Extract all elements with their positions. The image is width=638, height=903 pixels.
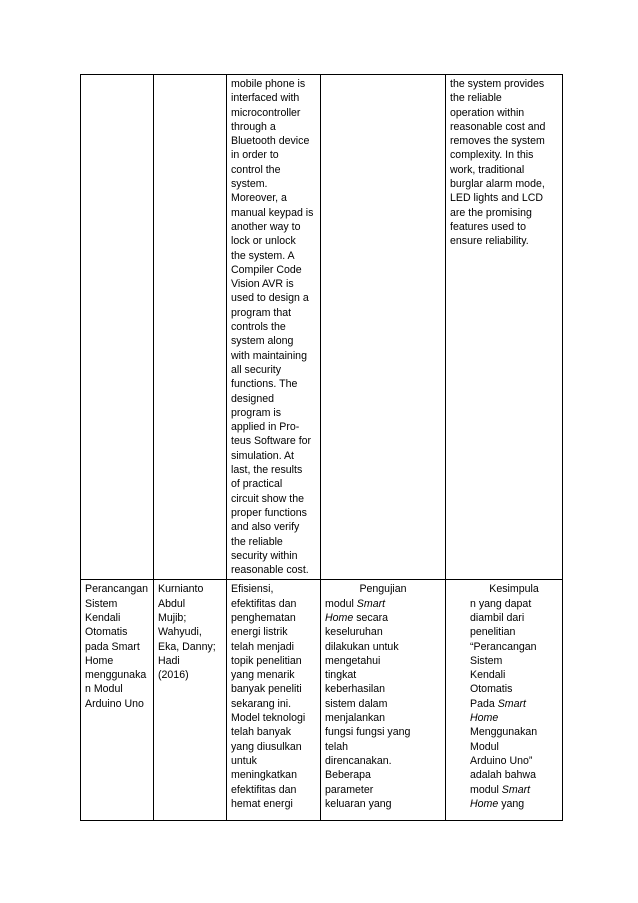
method-text: modul [325, 597, 357, 610]
cell-title [81, 580, 154, 821]
cell-text: Perancangan Sistem Kendali Otomatis pada Smart Home menggunaka n Modul Arduino Uno [85, 583, 149, 710]
result-italic: Home [470, 712, 499, 725]
table-row [81, 580, 563, 821]
result-text: Menggunakan Modul Arduino Uno” adalah bahwa modul [470, 726, 538, 796]
cell-method [321, 580, 446, 821]
method-text: keseluruhan dilakukan untuk mengetahui tingkat keberhasilan sistem dalam menjalankan fungsi fungsi yang telah direncanakan. Beberapa parameter keluaran yang [325, 626, 411, 810]
cell-text [325, 582, 441, 811]
literature-table [80, 74, 563, 821]
cell-text: the system provides the reliable operation within reasonable cost and removes the system complexity. In this work, traditional burglar alarm mode, LED lights and LCD are the promising features used to ensure reliability. [450, 78, 546, 248]
method-first-line: Pengujian [359, 583, 407, 596]
cell-method-empty [321, 75, 446, 580]
cell-authors-empty [154, 75, 227, 580]
cell-text: Kurnianto Abdul Mujib; Wahyudi, Eka, Danny; Hadi (2016) [158, 583, 216, 682]
result-italic: Smart [501, 783, 531, 796]
table-row-continued [81, 75, 563, 580]
cell-background [227, 75, 321, 580]
cell-text [450, 582, 558, 811]
result-text: n yang dapat diambil dari penelitian “Perancangan Sistem Kendali Otomatis Pada [470, 597, 537, 710]
cell-text: mobile phone is interfaced with microcontroller through a Bluetooth device in order to control the system. Moreover, a manual keypad is another way to lock or unlock the system. A Compiler Code Vision AVR is used to design a program that controls the system along with maintaining all security functions. The designed program is applied in Pro- teus Software for simulation. At last, the results of practical circuit show the proper functions and also verify the reliable security within reasonable cost. [231, 78, 314, 577]
cell-authors [154, 580, 227, 821]
cell-text: Efisiensi, efektifitas dan penghematan energi listrik telah menjadi topik penelitian yang menarik banyak peneliti sekarang ini. Model teknologi telah banyak yang diusulkan untuk meningkatkan efektifitas dan hemat energi [231, 583, 306, 810]
cell-result [446, 75, 563, 580]
result-text: yang [498, 797, 525, 810]
method-text: secara [353, 611, 389, 624]
result-italic: Home [470, 797, 499, 810]
method-italic: Home [325, 611, 354, 624]
method-italic: Smart [356, 597, 386, 610]
cell-background [227, 580, 321, 821]
result-first-line: Kesimpula [489, 583, 539, 596]
cell-title-empty [81, 75, 154, 580]
cell-result [446, 580, 563, 821]
result-italic: Smart [497, 697, 526, 710]
